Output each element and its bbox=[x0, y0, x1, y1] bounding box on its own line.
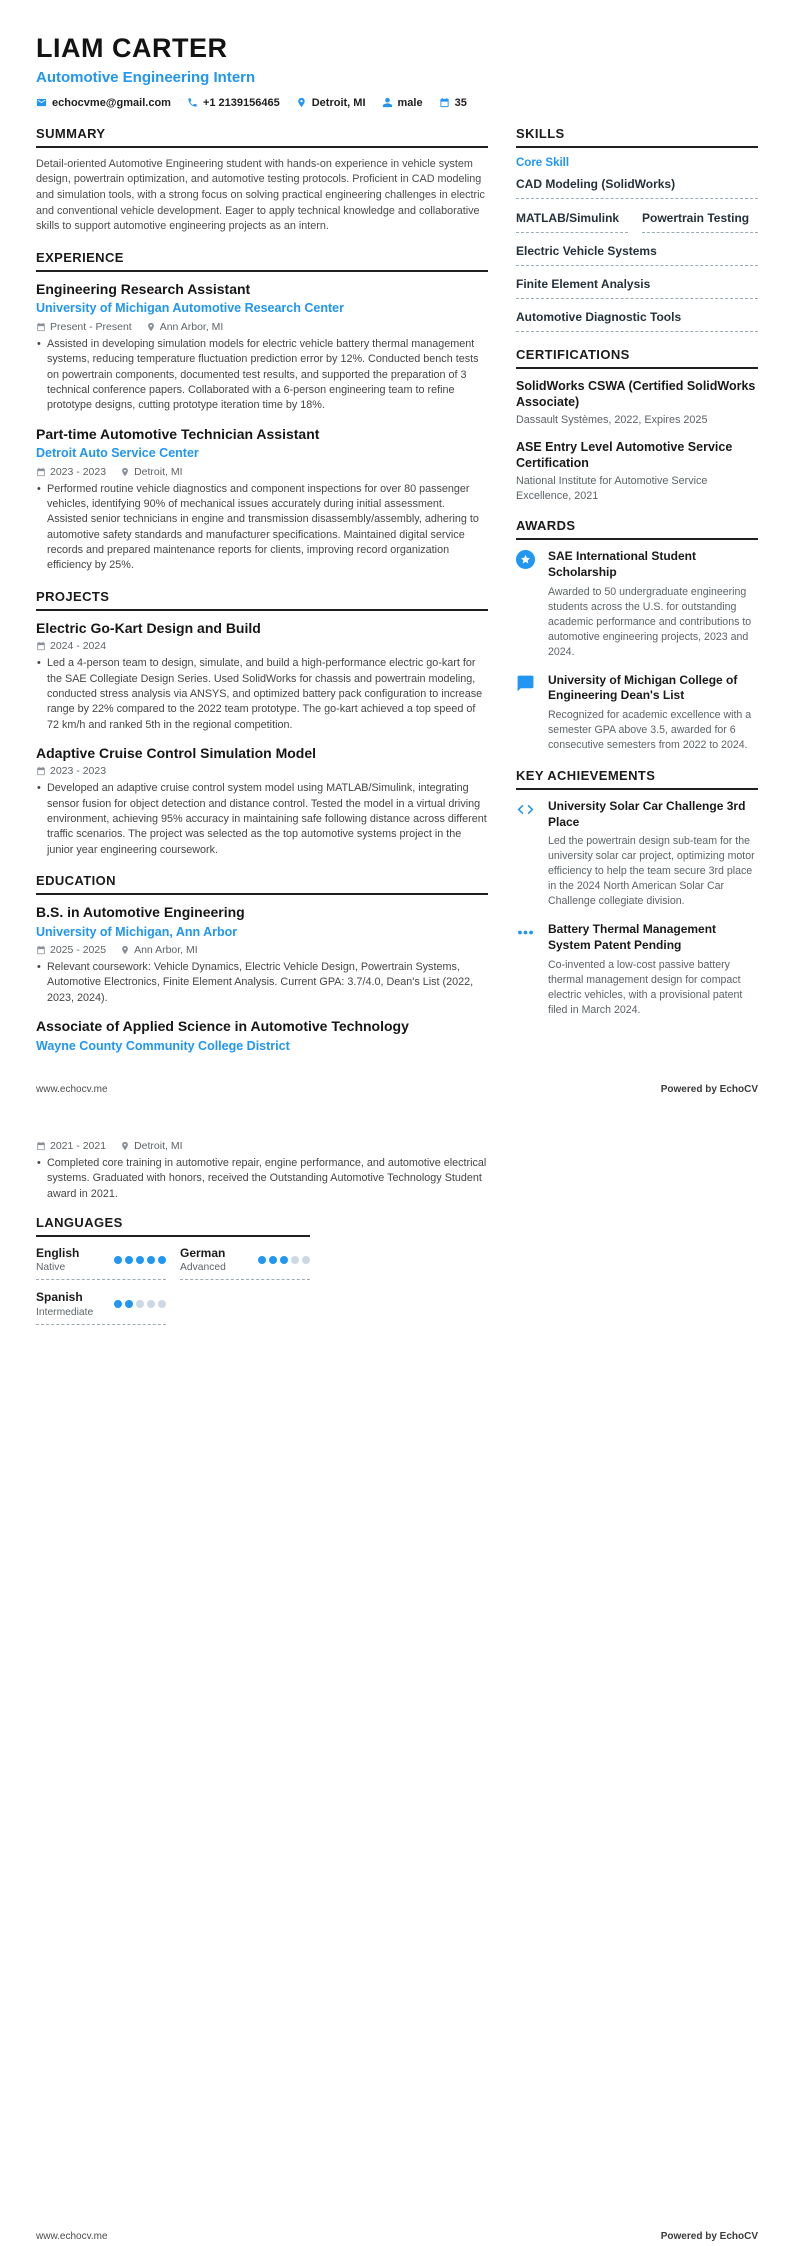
calendar-icon bbox=[36, 467, 46, 477]
project-bullet: • Developed an adaptive cruise control system model using MATLAB/Simulink, integrating sensor fusion for object detection and distance control. Tested the model in a virtual driving environment, achieving 95% accuracy in maintaining safe following distance across different traffic scenarios. The project was selected as the top automotive systems project in the junior year engineering coursework. bbox=[36, 781, 488, 858]
contact-age-text: 35 bbox=[454, 96, 467, 109]
language-proficiency-dots bbox=[114, 1300, 166, 1308]
key-achievements-heading: KEY ACHIEVEMENTS bbox=[516, 768, 758, 790]
dot-filled bbox=[269, 1256, 277, 1264]
calendar-icon bbox=[36, 1141, 46, 1151]
contact-location-text: Detroit, MI bbox=[311, 96, 366, 109]
mail-icon bbox=[36, 97, 47, 108]
award-description: Awarded to 50 undergraduate engineering students across the U.S. for outstanding academic performance and contributions to automotive engineering projects, 2023 and 2024. bbox=[548, 585, 752, 658]
language-item bbox=[36, 1290, 166, 1324]
page2-footer bbox=[36, 2231, 758, 2242]
language-name: English bbox=[36, 1245, 80, 1260]
language-item bbox=[36, 1246, 166, 1280]
experience-company-link: University of Michigan Automotive Research Center bbox=[36, 301, 344, 316]
education-dates bbox=[36, 944, 106, 956]
language-item bbox=[180, 1246, 310, 1280]
experience-dates-text: 2023 - 2023 bbox=[50, 465, 107, 478]
project-dates bbox=[36, 640, 106, 652]
skill-item: Automotive Diagnostic Tools bbox=[516, 309, 758, 332]
core-skill-label: Core Skill bbox=[516, 156, 570, 169]
experience-job-title: Part-time Automotive Technician Assistant bbox=[36, 425, 320, 442]
left-column-page2 bbox=[36, 1140, 488, 1325]
education-location bbox=[120, 1140, 182, 1152]
right-column bbox=[516, 126, 758, 1070]
dot-empty bbox=[147, 1300, 155, 1308]
dot-empty bbox=[302, 1256, 310, 1264]
skill-item: Finite Element Analysis bbox=[516, 276, 758, 299]
resume-header bbox=[36, 34, 758, 109]
language-name: Spanish bbox=[36, 1290, 83, 1305]
education-bullet: • Completed core training in automotive repair, engine performance, and automotive electrical systems. Graduated with honors, received the Outstanding Automotive Technology Student award in 2021. bbox=[36, 1156, 488, 1202]
skill-item: Powertrain Testing bbox=[642, 210, 758, 233]
education-dates-text: 2025 - 2025 bbox=[50, 944, 107, 957]
award-description: Recognized for academic excellence with a semester GPA above 3.5, awarded for 6 consecutive semesters from 2022 to 2024. bbox=[548, 708, 752, 751]
languages-section bbox=[36, 1215, 310, 1325]
page1-columns bbox=[36, 126, 758, 1070]
projects-heading: PROJECTS bbox=[36, 589, 488, 611]
project-entry bbox=[36, 745, 488, 858]
education-entry bbox=[36, 1018, 488, 1054]
dot-empty bbox=[291, 1256, 299, 1264]
project-bullet: • Led a 4-person team to design, simulate, and build a high-performance electric go-kart for the SAE Collegiate Design Series. Used SolidWorks for chassis and powertrain modeling, conducted stress analysis via ANSYS, and optimized battery pack configuration to increase range by 22% compared to the 2022 team prototype. The go-kart achieved a top speed of 72 km/h and ranked 5th in the regional competition. bbox=[36, 656, 488, 733]
dot-filled bbox=[158, 1256, 166, 1264]
skill-item: Electric Vehicle Systems bbox=[516, 243, 758, 266]
certification-name: SolidWorks CSWA (Certified SolidWorks Associate) bbox=[516, 378, 756, 409]
skills-list bbox=[516, 210, 758, 332]
summary-section bbox=[36, 126, 488, 235]
education-heading: EDUCATION bbox=[36, 873, 488, 895]
education-school-link: University of Michigan, Ann Arbor bbox=[36, 924, 238, 939]
contact-phone bbox=[187, 97, 280, 109]
summary-heading: SUMMARY bbox=[36, 126, 488, 148]
skill-item-core: CAD Modeling (SolidWorks) bbox=[516, 176, 758, 199]
achievement-body bbox=[548, 922, 758, 1017]
left-column bbox=[36, 126, 488, 1070]
achievement-title: Battery Thermal Management System Patent Pending bbox=[548, 922, 717, 952]
project-title: Electric Go-Kart Design and Build bbox=[36, 619, 261, 636]
experience-location-text: Ann Arbor, MI bbox=[159, 321, 224, 334]
skill-item: MATLAB/Simulink bbox=[516, 210, 628, 233]
education-dates bbox=[36, 1140, 106, 1152]
achievement-icon-box bbox=[516, 799, 538, 909]
comment-icon bbox=[516, 680, 535, 697]
ellipsis-icon bbox=[516, 929, 535, 946]
experience-bullet: • Performed routine vehicle diagnostics and component inspections for over 80 passenger vehicles, identifying 90% of mechanical issues accurately during initial assessment. Assisted senior technicians in engine and transmission disassembly/assembly, adhering to automotive safety standards and manufacturer specifications. Maintained digital service records and prepared maintenance reports for clients, improving record organization efficiency by 25%. bbox=[36, 482, 488, 574]
footer-powered-by: Powered by EchoCV bbox=[660, 2231, 758, 2242]
medal-icon bbox=[516, 550, 535, 569]
experience-meta bbox=[36, 321, 488, 333]
experience-meta bbox=[36, 466, 488, 478]
dot-filled bbox=[280, 1256, 288, 1264]
achievement-title: University Solar Car Challenge 3rd Place bbox=[548, 799, 746, 829]
contact-row bbox=[36, 97, 758, 109]
education-bullet: • Relevant coursework: Vehicle Dynamics, Electric Vehicle Design, Powertrain Systems, Automotive Electronics, Finite Element Analysis. Current GPA: 3.7/4.0, Dean's List (2022, 2023, 2024). bbox=[36, 960, 488, 1006]
certification-entry bbox=[516, 439, 758, 504]
certification-entry bbox=[516, 378, 758, 428]
calendar-icon bbox=[36, 766, 46, 776]
education-location-text: Ann Arbor, MI bbox=[134, 944, 198, 957]
project-entry bbox=[36, 620, 488, 733]
project-dates-text: 2024 - 2024 bbox=[50, 640, 107, 653]
language-name: German bbox=[180, 1245, 226, 1260]
footer-site-link[interactable]: www.echocv.me bbox=[36, 2231, 108, 2242]
experience-location bbox=[120, 466, 182, 478]
page1-footer bbox=[36, 1084, 758, 1095]
contact-email-text: echocvme@gmail.com bbox=[52, 96, 171, 109]
footer-site-link[interactable]: www.echocv.me bbox=[36, 1084, 108, 1095]
candidate-job-title: Automotive Engineering Intern bbox=[36, 68, 256, 86]
award-title: University of Michigan College of Engineering Dean's List bbox=[548, 672, 738, 703]
experience-dates bbox=[36, 321, 132, 333]
certifications-section bbox=[516, 347, 758, 504]
code-icon bbox=[516, 806, 535, 823]
experience-dates-text: Present - Present bbox=[50, 321, 132, 334]
project-dates-text: 2023 - 2023 bbox=[50, 765, 107, 778]
location-pin-icon bbox=[120, 1141, 130, 1151]
resume-page-2 bbox=[0, 1123, 794, 2246]
dot-filled bbox=[136, 1256, 144, 1264]
education-meta bbox=[36, 944, 488, 956]
experience-heading: EXPERIENCE bbox=[36, 250, 488, 272]
experience-location-text: Detroit, MI bbox=[134, 465, 183, 478]
location-pin-icon bbox=[146, 322, 156, 332]
skills-heading: SKILLS bbox=[516, 126, 758, 148]
dot-filled bbox=[114, 1256, 122, 1264]
candidate-name: LIAM CARTER bbox=[36, 33, 228, 63]
dot-empty bbox=[158, 1300, 166, 1308]
language-proficiency-dots bbox=[258, 1256, 310, 1264]
dot-filled bbox=[125, 1256, 133, 1264]
education-degree: B.S. in Automotive Engineering bbox=[36, 904, 245, 921]
certification-name: ASE Entry Level Automotive Service Certification bbox=[516, 439, 733, 470]
language-labels bbox=[36, 1246, 79, 1273]
award-icon-box bbox=[516, 549, 538, 659]
skills-section bbox=[516, 126, 758, 332]
project-meta bbox=[36, 640, 488, 652]
location-pin-icon bbox=[296, 97, 307, 108]
location-pin-icon bbox=[120, 467, 130, 477]
education-section bbox=[36, 873, 488, 1054]
award-entry bbox=[516, 549, 758, 659]
experience-company-link: Detroit Auto Service Center bbox=[36, 446, 199, 461]
certification-issuer: Dassault Systèmes, 2022, Expires 2025 bbox=[516, 414, 708, 427]
certifications-heading: CERTIFICATIONS bbox=[516, 347, 758, 369]
contact-age bbox=[439, 97, 467, 109]
education-entry-continuation bbox=[36, 1140, 488, 1202]
achievement-entry bbox=[516, 922, 758, 1017]
language-proficiency-dots bbox=[114, 1256, 166, 1264]
award-entry bbox=[516, 673, 758, 753]
languages-grid bbox=[36, 1246, 310, 1325]
experience-job-title: Engineering Research Assistant bbox=[36, 280, 251, 297]
education-location bbox=[120, 944, 198, 956]
certification-issuer: National Institute for Automotive Service Excellence, 2021 bbox=[516, 475, 708, 502]
projects-section bbox=[36, 589, 488, 858]
education-entry bbox=[36, 904, 488, 1006]
language-level: Advanced bbox=[180, 1262, 226, 1274]
achievement-description: Co-invented a low-cost passive battery thermal management design for compact electric vehicles, with a provisional patent filed in March 2024. bbox=[548, 958, 743, 1016]
project-title: Adaptive Cruise Control Simulation Model bbox=[36, 744, 317, 761]
award-body bbox=[548, 673, 758, 753]
contact-gender-text: male bbox=[397, 96, 423, 109]
contact-location bbox=[296, 97, 366, 109]
footer-powered-by: Powered by EchoCV bbox=[660, 1084, 758, 1095]
summary-text: Detail-oriented Automotive Engineering student with hands-on experience in vehicle system design, powertrain optimization, and automotive testing protocols. Proficient in CAD modeling and simulation tools, with a strong focus on solving practical engineering challenges in electric and conventional vehicle development. Eager to apply technical knowledge and collaborative skills to support automotive engineering projects as an intern. bbox=[36, 157, 485, 233]
language-labels bbox=[36, 1290, 93, 1317]
calendar-icon bbox=[36, 641, 46, 651]
dot-filled bbox=[147, 1256, 155, 1264]
experience-dates bbox=[36, 466, 106, 478]
contact-gender bbox=[382, 97, 423, 109]
calendar-icon bbox=[36, 945, 46, 955]
language-labels bbox=[180, 1246, 226, 1273]
experience-bullet: • Assisted in developing simulation models for electric vehicle battery thermal management systems, reducing temperature fluctuation prediction error by 12%. Conducted bench tests on powertrain components, documented test results, and supported the preparation of 3 technical conference papers. Collaborated with a 6-person engineering team to refine prototype designs, cutting prototype iteration time by 18%. bbox=[36, 337, 488, 414]
awards-section bbox=[516, 518, 758, 753]
key-achievements-section bbox=[516, 768, 758, 1018]
language-level: Intermediate bbox=[36, 1306, 94, 1318]
achievement-icon-box bbox=[516, 922, 538, 1017]
language-level: Native bbox=[36, 1262, 66, 1274]
experience-location bbox=[146, 321, 224, 333]
awards-heading: AWARDS bbox=[516, 518, 758, 540]
contact-phone-text: +1 2139156465 bbox=[202, 96, 280, 109]
experience-entry bbox=[36, 426, 488, 574]
award-title: SAE International Student Scholarship bbox=[548, 549, 697, 579]
location-pin-icon bbox=[120, 945, 130, 955]
dot-filled bbox=[114, 1300, 122, 1308]
experience-section bbox=[36, 250, 488, 574]
person-icon bbox=[382, 97, 393, 108]
education-meta bbox=[36, 1140, 488, 1152]
dot-filled bbox=[258, 1256, 266, 1264]
award-icon-box bbox=[516, 673, 538, 753]
calendar-icon bbox=[36, 322, 46, 332]
dot-filled bbox=[125, 1300, 133, 1308]
award-body bbox=[548, 549, 758, 659]
education-school-link: Wayne County Community College District bbox=[36, 1038, 290, 1053]
experience-entry bbox=[36, 281, 488, 414]
calendar-icon bbox=[439, 97, 450, 108]
contact-email[interactable] bbox=[36, 97, 171, 109]
education-dates-text: 2021 - 2021 bbox=[50, 1140, 107, 1152]
languages-heading: LANGUAGES bbox=[36, 1215, 310, 1237]
dot-empty bbox=[136, 1300, 144, 1308]
phone-icon bbox=[187, 97, 198, 108]
achievement-description: Led the powertrain design sub-team for the university solar car project, optimizing motor efficiency to help the team secure 3rd place in the 2024 North American Solar Car Challenge collegiate division. bbox=[548, 835, 755, 908]
education-location-text: Detroit, MI bbox=[134, 1140, 183, 1152]
achievement-entry bbox=[516, 799, 758, 909]
project-meta bbox=[36, 765, 488, 777]
achievement-body bbox=[548, 799, 758, 909]
project-dates bbox=[36, 765, 106, 777]
education-degree: Associate of Applied Science in Automotive Technology bbox=[36, 1018, 409, 1035]
